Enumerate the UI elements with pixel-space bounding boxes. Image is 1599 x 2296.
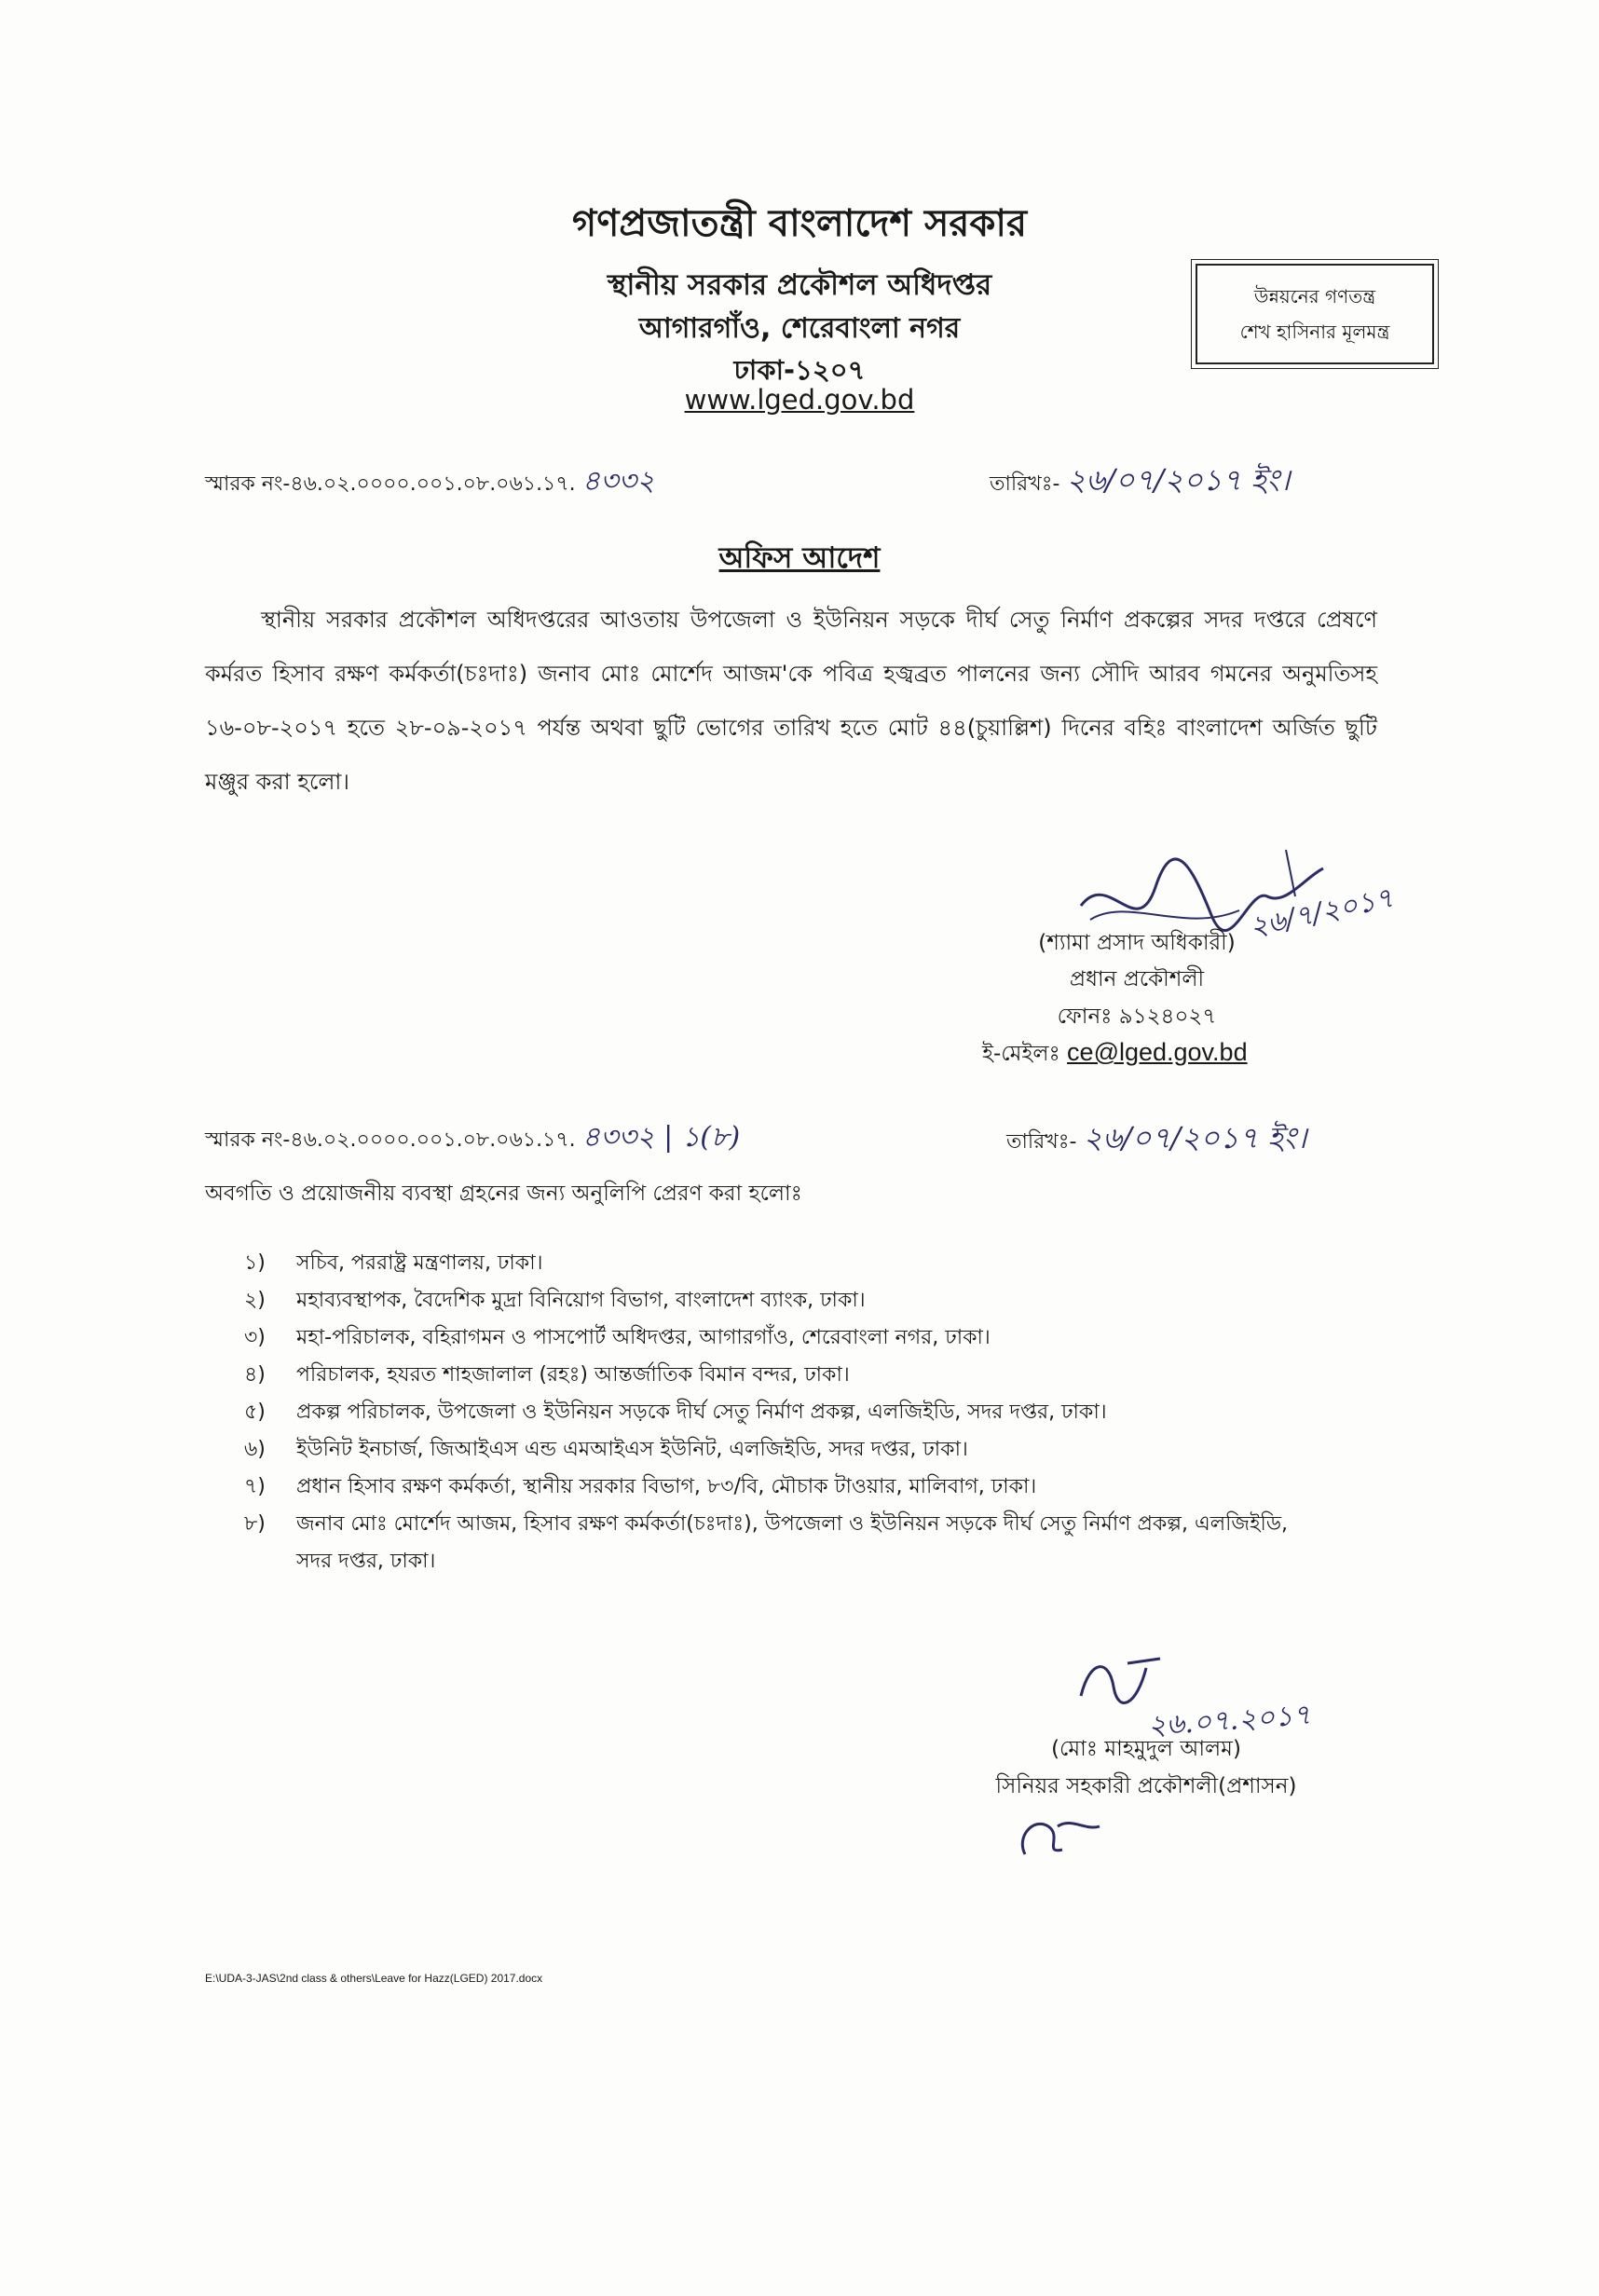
email-label: ই-মেইলঃ	[982, 1042, 1060, 1066]
signature-date-handwritten: ২৬/৭/২০১৭	[1246, 882, 1397, 944]
memo-reference-number-handwritten: ৪৩৩২	[581, 465, 655, 498]
copy-recipient-item	[244, 1506, 1325, 1580]
initial-mark	[1006, 1798, 1109, 1873]
copy-recipient-text: প্রধান হিসাব রক্ষণ কর্মকর্তা, স্থানীয় সরকার বিভাগ, ৮৩/বি, মৌচাক টাওয়ার, মালিবাগ, ঢাকা।	[296, 1475, 1037, 1498]
office-order-title: অফিস আদেশ	[718, 541, 881, 575]
copy-recipient-number: ৫)	[244, 1401, 266, 1424]
copy-recipient-item	[244, 1469, 1325, 1506]
office-order-body	[205, 593, 1377, 809]
office-order-paragraph: স্থানীয় সরকার প্রকৌশল অধিদপ্তরের আওতায় উপজেলা ও ইউনিয়ন সড়কে দীর্ঘ সেতু নির্মাণ প্রকল্পের সদর দপ্তরে প্রেষণে কর্মরত হিসাব রক্ষণ কর্মকর্তা(চঃদাঃ) জনাব মোঃ মোর্শেদ আজম'কে পবিত্র হজ্বব্রত পালনের জন্য সৌদি আরব গমনের অনুমতিসহ ১৬-০৮-২০১৭ হতে ২৮-০৯-২০১৭ পর্যন্ত অথবা ছুটি ভোগের তারিখ হতে মোট ৪৪(চুয়াল্লিশ) দিনের বহিঃ বাংলাদেশ অর্জিত ছুটি মঞ্জুর করা হলো।	[205, 607, 1377, 795]
copy-recipient-list	[244, 1245, 1325, 1580]
signatory-name: (শ্যামা প্রসাদ অধিকারী)	[1038, 931, 1236, 955]
copy-recipient-text: জনাব মোঃ মোর্শেদ আজম, হিসাব রক্ষণ কর্মকর্তা(চঃদাঃ), উপজেলা ও ইউনিয়ন সড়কে দীর্ঘ সেতু নির্মাণ প্রকল্প, এলজিইডি, সদর দপ্তর, ঢাকা।	[296, 1512, 1289, 1573]
signatory-phone: ফোনঃ ৯১২৪০২৭	[1057, 1004, 1217, 1029]
memo-date	[990, 457, 1290, 507]
copy-recipient-item	[244, 1431, 1325, 1469]
copy-memo-reference-label: স্মারক নং-৪৬.০২.০০০০.০০১.০৮.০৬১.১৭.	[205, 1128, 576, 1152]
copy-recipient-text: মহা-পরিচালক, বহিরাগমন ও পাসপোর্ট অধিদপ্তর, আগারগাঁও, শেরেবাংলা নগর, ঢাকা।	[296, 1326, 991, 1349]
file-path-footer: E:\UDA-3-JAS\2nd class & others\Leave for Hazz(LGED) 2017.docx	[205, 1972, 543, 1985]
signatory-2-name: (মোঃ মাহমুদুল আলম)	[1051, 1737, 1241, 1761]
department-address: আগারগাঁও, শেরেবাংলা নগর	[638, 312, 961, 345]
website-line	[0, 384, 1599, 416]
copy-recipient-text: ইউনিট ইনচার্জ, জিআইএস এন্ড এমআইএস ইউনিট, এলজিইডি, সদর দপ্তর, ঢাকা।	[296, 1438, 968, 1461]
signatory-email-line	[982, 1036, 1248, 1073]
copy-recipient-text: প্রকল্প পরিচালক, উপজেলা ও ইউনিয়ন সড়কে দীর্ঘ সেতু নির্মাণ প্রকল্প, এলজিইডি, সদর দপ্তর, ঢাকা।	[296, 1401, 1107, 1424]
slogan-line-1: উন্নয়নের গণতন্ত্র	[1253, 285, 1376, 308]
copy-recipient-number: ৭)	[244, 1475, 266, 1498]
copy-recipient-number: ৪)	[244, 1363, 266, 1387]
memo-date-handwritten: ২৬/০৭/২০১৭ ইং।	[1066, 462, 1291, 498]
signatory-2-designation: সিনিয়র সহকারী প্রকৌশলী(প্রশাসন)	[995, 1774, 1297, 1798]
memo-reference-label: স্মারক নং-৪৬.০২.০০০০.০০১.০৮.০৬১.১৭.	[205, 472, 576, 496]
slogan-line-2: শেখ হাসিনার মূলমন্ত্র	[1239, 321, 1390, 343]
copy-recipient-number: ২)	[244, 1289, 266, 1312]
copy-recipient-number: ৩)	[244, 1326, 266, 1349]
department-city: ঢাকা-১২০৭	[733, 354, 866, 386]
copy-recipient-text: পরিচালক, হযরত শাহজালাল (রহঃ) আন্তর্জাতিক বিমান বন্দর, ঢাকা।	[296, 1363, 850, 1387]
signature-2-date-handwritten: ২৬.০৭.২০১৭	[1146, 1698, 1313, 1743]
copy-recipient-number: ৬)	[244, 1438, 266, 1461]
copy-intro: অবগতি ও প্রয়োজনীয় ব্যবস্থা গ্রহনের জন্য অনুলিপি প্রেরণ করা হলোঃ	[205, 1182, 802, 1206]
copy-recipient-number: ১)	[244, 1251, 266, 1275]
copy-recipient-item	[244, 1319, 1325, 1357]
government-heading: গণপ্রজাতন্ত্রী বাংলাদেশ সরকার	[572, 202, 1027, 245]
website-link[interactable]: www.lged.gov.bd	[684, 384, 915, 416]
copy-recipient-item	[244, 1357, 1325, 1394]
department-name: স্থানীয় সরকার প্রকৌশল অধিদপ্তর	[607, 268, 992, 302]
copy-memo-reference	[205, 1114, 740, 1162]
copy-recipient-item	[244, 1245, 1325, 1282]
memo-date-label: তারিখঃ-	[990, 472, 1060, 496]
memo-reference	[205, 458, 655, 506]
copy-recipient-item	[244, 1394, 1325, 1431]
copy-recipient-text: সচিব, পররাষ্ট্র মন্ত্রণালয়, ঢাকা।	[296, 1251, 543, 1275]
signatory-designation: প্রধান প্রকৌশলী	[1069, 967, 1205, 991]
copy-recipient-text: মহাব্যবস্থাপক, বৈদেশিক মুদ্রা বিনিয়োগ বিভাগ, বাংলাদেশ ব্যাংক, ঢাকা।	[296, 1289, 866, 1312]
copy-memo-date-label: তারিখঃ-	[1006, 1130, 1077, 1154]
copy-memo-date-handwritten: ২৬/০৭/২০১৭ ইং।	[1083, 1120, 1307, 1155]
copy-recipient-item	[244, 1282, 1325, 1319]
copy-memo-reference-number-handwritten: ৪৩৩২ | ১(৮)	[581, 1121, 741, 1154]
copy-memo-date	[1006, 1114, 1306, 1165]
copy-recipient-number: ৮)	[244, 1512, 266, 1536]
slogan-box	[1196, 264, 1434, 364]
email-link[interactable]: ce@lged.gov.bd	[1067, 1038, 1248, 1066]
